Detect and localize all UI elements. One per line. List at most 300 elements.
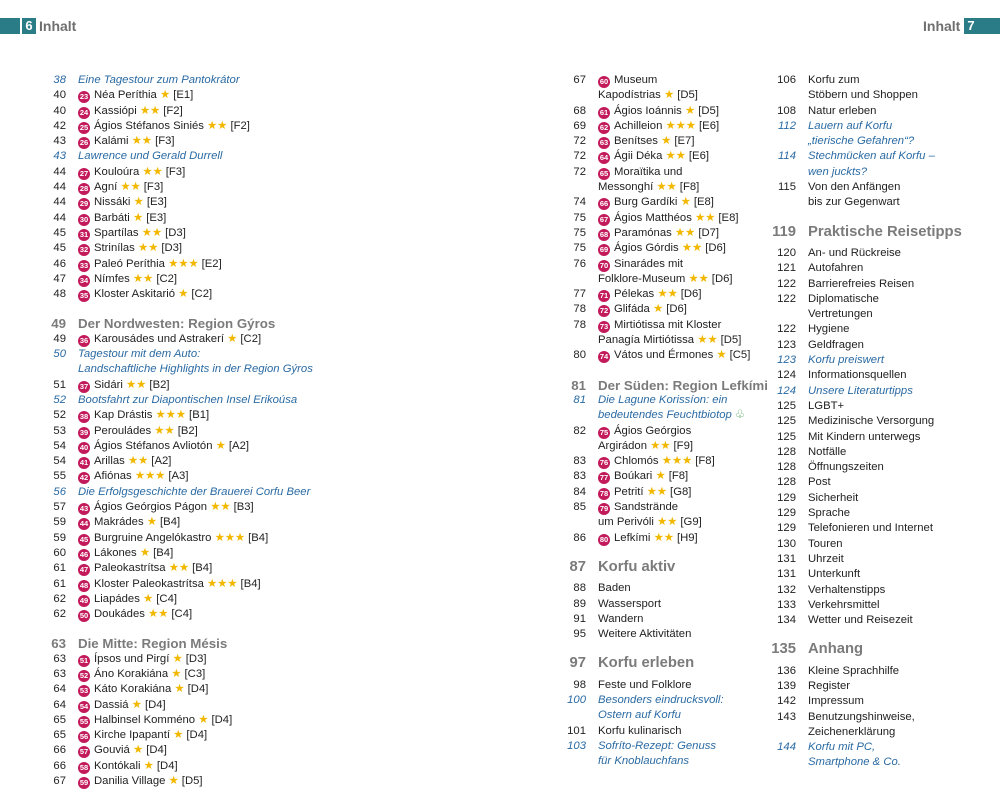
toc-title-text: Verhaltenstipps (808, 583, 886, 596)
toc-title-text: Káto Korakiána ★ [D4] (94, 683, 209, 696)
toc-entry (744, 338, 974, 353)
toc-title (796, 399, 844, 414)
toc-title (66, 393, 297, 408)
toc-entry (44, 592, 364, 607)
toc-page-number (544, 439, 586, 454)
sight-number-badge: 71 (599, 291, 609, 301)
toc-title-text: Telefonieren und Internet (808, 522, 933, 535)
toc-title-text: Impressum (808, 695, 864, 708)
toc-entry (544, 149, 754, 164)
rating-stars: ★ (198, 713, 209, 726)
toc-title (796, 338, 864, 353)
toc-title-text: Panagía Mirtiótissa ★★ [D5] (598, 334, 742, 347)
toc-entry (544, 560, 754, 575)
toc-title (586, 149, 709, 164)
rating-stars: ★ (146, 516, 157, 529)
toc-title (66, 316, 275, 331)
rating-stars: ★★ (148, 608, 169, 621)
toc-title (796, 414, 934, 429)
rating-stars: ★ (716, 349, 727, 362)
toc-page-number: 144 (777, 741, 796, 754)
toc-title (796, 725, 895, 740)
toc-page-number: 55 (53, 470, 66, 483)
rating-stars: ★ (131, 698, 142, 711)
rating-stars: ★ (132, 211, 144, 224)
toc-page-number: 65 (53, 729, 66, 742)
toc-title-text: für Knoblauchfans (598, 755, 690, 768)
rating-stars: ★★ (210, 501, 231, 514)
toc-title (586, 531, 698, 546)
toc-title-text: Benítses ★ [E7] (614, 135, 695, 148)
toc-page-number (544, 180, 586, 195)
toc-page-number: 52 (53, 393, 66, 406)
toc-title (796, 598, 880, 613)
toc-title (586, 612, 643, 627)
toc-title (796, 88, 918, 103)
toc-title-text: Korfu kulinarisch (598, 724, 682, 737)
toc-entry (744, 225, 974, 240)
toc-title (66, 362, 313, 377)
toc-title (586, 678, 692, 693)
sight-number-badge: 44 (79, 519, 89, 529)
toc-entry (44, 119, 364, 134)
toc-title-text: Sofríto-Rezept: Genuss (598, 739, 717, 752)
toc-title (586, 469, 688, 484)
toc-page-number: 64 (53, 683, 66, 696)
toc-page-number: 75 (573, 211, 586, 224)
toc-page-number (744, 307, 796, 322)
toc-page-number: 63 (51, 636, 66, 652)
sight-number-badge: 46 (79, 549, 89, 559)
toc-title-text: Der Nordwesten: Region Gýros (78, 316, 276, 332)
sight-number-badge: 33 (79, 260, 89, 270)
toc-title (586, 627, 691, 642)
toc-title (66, 149, 222, 164)
toc-title-text: Burgruine Angelókastro ★★★ [B4] (94, 531, 269, 544)
toc-page-number: 89 (573, 597, 586, 610)
toc-page-number (544, 754, 586, 769)
sight-number-badge: 55 (79, 716, 89, 726)
rating-stars: ★ (133, 196, 144, 209)
toc-entry (544, 348, 754, 363)
rating-stars: ★ (143, 759, 154, 772)
toc-entry (544, 485, 754, 500)
toc-page-number: 129 (777, 522, 796, 535)
toc-title (66, 424, 198, 439)
toc-entry (544, 724, 754, 739)
toc-title-text: Mirtiótissa mit Kloster (614, 318, 722, 331)
toc-entry (44, 698, 364, 713)
toc-title-text: Smartphone & Co. (808, 756, 901, 769)
toc-page-number: 62 (53, 608, 66, 621)
rating-stars: ★★ (132, 272, 154, 285)
sight-number-badge: 61 (599, 107, 609, 117)
toc-title-text: Der Süden: Region Lefkími (598, 377, 768, 393)
toc-title (586, 88, 698, 103)
toc-page-number: 44 (53, 196, 66, 209)
toc-page-number: 38 (53, 74, 66, 86)
toc-title-text: Geldfragen (808, 338, 864, 351)
toc-entry (744, 307, 974, 322)
toc-page-number: 130 (777, 537, 796, 550)
sight-number-badge: 65 (599, 168, 609, 178)
toc-title-text: Zeichenerklärung (808, 725, 896, 738)
toc-title-text: Autofahren (808, 262, 864, 275)
toc-entry (544, 408, 754, 423)
toc-page-number: 81 (573, 393, 586, 406)
toc-entry (544, 318, 754, 333)
rating-stars: ★★ (168, 562, 189, 575)
sight-number-badge: 70 (599, 260, 609, 270)
eco-icon: ♧ (731, 409, 746, 422)
toc-entry (44, 531, 364, 546)
toc-entry (44, 257, 364, 272)
toc-page-number: 85 (573, 501, 586, 514)
toc-entry (44, 211, 364, 226)
toc-entry (744, 88, 974, 103)
toc-entry (44, 682, 364, 697)
toc-entry (744, 322, 974, 337)
toc-page-number (744, 165, 796, 180)
toc-page-number (744, 755, 796, 770)
toc-page-number: 143 (777, 710, 796, 723)
sight-number-badge: 35 (79, 291, 89, 301)
toc-entry (44, 485, 364, 500)
toc-title-text: Ágios Górdis ★★ [D6] (614, 242, 726, 255)
toc-entry (744, 165, 974, 180)
toc-entry (44, 134, 364, 149)
toc-title (66, 469, 188, 484)
toc-title-text: Agní ★★ [F3] (94, 181, 164, 194)
toc-entry (744, 430, 974, 445)
toc-page-number (744, 725, 796, 740)
rating-stars: ★ (171, 667, 182, 680)
toc-page-number: 114 (777, 150, 796, 163)
toc-entry (44, 577, 364, 592)
toc-page-number: 115 (777, 181, 796, 194)
toc-title (66, 728, 207, 743)
toc-title-text: Ágii Déka ★★ [E6] (614, 150, 709, 163)
sight-number-badge: 31 (79, 229, 89, 239)
toc-entry (44, 104, 364, 119)
toc-title-text: Stechmücken auf Korfu – (808, 150, 935, 163)
toc-entry (544, 656, 754, 671)
toc-title (796, 679, 850, 694)
toc-entry (544, 612, 754, 627)
toc-title (586, 318, 721, 333)
toc-title-text: Öffnungszeiten (808, 461, 884, 474)
toc-title (66, 226, 186, 241)
rating-stars: ★★ (137, 242, 159, 255)
toc-title-text: Messonghí ★★ [F8] (598, 181, 700, 194)
toc-entry (544, 754, 754, 769)
toc-title-text: Paramónas ★★ [D7] (614, 226, 720, 239)
toc-entry (544, 333, 754, 348)
toc-page-number: 91 (573, 612, 586, 625)
sight-number-badge: 52 (79, 670, 89, 680)
toc-entry (44, 500, 364, 515)
toc-page-number: 44 (53, 211, 66, 224)
toc-page-number: 86 (573, 531, 586, 544)
sight-number-badge: 41 (79, 458, 89, 468)
toc-title-text: Barbáti ★ [E3] (94, 211, 167, 224)
toc-page-number: 84 (573, 485, 586, 498)
toc-entry (744, 104, 974, 119)
toc-page-number: 45 (53, 226, 66, 239)
toc-title-text: Sinarádes mit (614, 257, 684, 270)
rating-stars: ★★ (656, 181, 677, 194)
toc-title-text: Perouládes ★★ [B2] (94, 424, 198, 437)
sight-number-badge: 51 (79, 655, 89, 665)
toc-title (586, 560, 675, 575)
toc-title (796, 368, 907, 383)
sight-number-badge: 60 (599, 77, 609, 86)
toc-entry (744, 521, 974, 536)
toc-page-number: 65 (53, 713, 66, 726)
sight-number-badge: 24 (79, 107, 89, 117)
toc-title (796, 180, 900, 195)
toc-title (796, 104, 876, 119)
rating-stars: ★ (178, 288, 189, 301)
sight-number-badge: 43 (79, 504, 89, 514)
toc-title (66, 88, 193, 103)
rating-stars: ★ (139, 546, 150, 559)
toc-title (586, 485, 691, 500)
toc-title-text: Praktische Reisetipps (808, 223, 962, 240)
toc-page-number: 80 (573, 349, 586, 362)
sight-number-badge: 63 (599, 138, 609, 148)
toc-title (796, 506, 850, 521)
sight-number-badge: 30 (79, 214, 89, 224)
toc-title-text: Korfu preiswert (808, 354, 884, 367)
toc-entry (44, 546, 364, 561)
toc-title-text: Nímfes ★★ [C2] (94, 272, 178, 285)
rating-stars: ★★ (674, 226, 696, 239)
toc-page-number: 54 (53, 455, 66, 468)
toc-title-text: Sicherheit (808, 491, 859, 504)
sight-number-badge: 72 (599, 306, 609, 316)
toc-entry (744, 384, 974, 399)
toc-entry (744, 195, 974, 210)
toc-title-text: Kontókali ★ [D4] (94, 759, 178, 772)
sight-number-badge: 47 (79, 565, 89, 575)
toc-entry (544, 531, 754, 546)
toc-page-number: 128 (777, 476, 796, 489)
toc-entry (544, 469, 754, 484)
toc-entry (44, 636, 364, 651)
rating-stars: ★★ (657, 288, 678, 301)
toc-entry (544, 73, 754, 88)
toc-page-number: 124 (777, 384, 796, 397)
toc-title-text: Lákones ★ [B4] (94, 546, 174, 559)
toc-page-number (744, 195, 796, 210)
sight-number-badge: 73 (599, 321, 609, 331)
rating-stars: ★★ (653, 531, 674, 544)
toc-page-number: 88 (573, 582, 586, 595)
toc-title (586, 195, 714, 210)
toc-page-number: 119 (772, 223, 796, 240)
toc-title (66, 241, 182, 256)
toc-title-text: Baden (598, 582, 631, 595)
rating-stars: ★★ (697, 334, 718, 347)
toc-title-text: Wetter und Reisezeit (808, 614, 913, 627)
toc-title (66, 347, 200, 362)
toc-entry (44, 378, 364, 393)
toc-title-text: Ágios Stéfanos Siniés ★★ [F2] (94, 119, 250, 132)
toc-entry (44, 424, 364, 439)
header-right-bar (978, 18, 1000, 34)
toc-title (796, 149, 935, 164)
toc-title-text: Halbinsel Komméno ★ [D4] (94, 713, 233, 726)
toc-entry (544, 500, 754, 515)
toc-title-text: Lawrence und Gerald Durrell (78, 150, 223, 163)
toc-title-text: Vátos und Érmones ★ [C5] (614, 349, 751, 362)
toc-title-text: Die Lagune Korissíon: ein (598, 393, 728, 406)
toc-page-number: 129 (777, 491, 796, 504)
toc-entry (544, 454, 754, 469)
toc-page-number: 52 (53, 409, 66, 422)
toc-entry (744, 598, 974, 613)
toc-entry (44, 759, 364, 774)
toc-title-text: Kapodístrias ★ [D5] (598, 89, 698, 102)
rating-stars: ★★★ (207, 577, 238, 590)
toc-title-text: Kloster Paleokastrítsa ★★★ [B4] (94, 577, 261, 590)
toc-entry (744, 292, 974, 307)
toc-entry (544, 211, 754, 226)
sight-number-badge: 58 (79, 762, 89, 772)
toc-title (796, 134, 914, 149)
toc-page-number: 67 (53, 775, 66, 788)
toc-page-number: 134 (777, 614, 796, 627)
sight-number-badge: 26 (79, 138, 89, 148)
toc-page-number: 66 (53, 744, 66, 757)
toc-entry (744, 613, 974, 628)
toc-title-text: An- und Rückreise (808, 246, 901, 259)
toc-entry (744, 460, 974, 475)
sight-number-badge: 75 (599, 427, 609, 437)
toc-title-text: Achilleion ★★★ [E6] (614, 119, 720, 132)
sight-number-badge: 79 (599, 504, 609, 514)
toc-page-number: 97 (569, 655, 586, 672)
toc-title-text: Kleine Sprachhilfe (808, 664, 900, 677)
toc-title (66, 408, 209, 423)
toc-entry (744, 353, 974, 368)
rating-stars: ★ (661, 135, 672, 148)
toc-title (586, 226, 719, 241)
toc-title (66, 531, 268, 546)
toc-title (586, 393, 727, 408)
sight-number-badge: 49 (79, 595, 89, 605)
toc-title (586, 597, 661, 612)
rating-stars: ★★★ (134, 470, 166, 483)
rating-stars: ★★ (120, 181, 141, 194)
toc-title (586, 302, 687, 317)
toc-title-text: Afiónas ★★★ [A3] (94, 470, 189, 483)
toc-entry (44, 713, 364, 728)
toc-title-text: Danilia Village ★ [D5] (94, 775, 203, 788)
rating-stars: ★★ (695, 211, 716, 224)
sight-number-badge: 56 (79, 732, 89, 742)
toc-title (586, 500, 678, 515)
toc-entry (44, 149, 364, 164)
rating-stars: ★ (652, 303, 664, 316)
toc-page-number: 128 (777, 445, 796, 458)
toc-page-number: 56 (53, 485, 66, 498)
toc-entry (744, 368, 974, 383)
toc-entry (44, 180, 364, 195)
toc-title (66, 743, 167, 758)
toc-title (796, 307, 873, 322)
toc-page-number: 101 (567, 724, 586, 737)
toc-title-text: Diplomatische (808, 292, 879, 305)
toc-title (66, 73, 240, 88)
toc-title-text: Ostern auf Korfu (598, 709, 681, 722)
rating-stars: ★ (172, 652, 183, 665)
toc-title-text: Strinílas ★★ [D3] (94, 242, 183, 255)
sight-number-badge: 67 (599, 214, 609, 224)
toc-page-number (544, 408, 586, 423)
toc-title-text: um Perivóli ★★ [G9] (598, 516, 702, 529)
toc-title-text: Hygiene (808, 323, 850, 336)
toc-page-number: 50 (53, 348, 66, 361)
page-number-left: 6 (22, 18, 36, 34)
toc-title (796, 384, 913, 399)
toc-page-number (744, 88, 796, 103)
toc-entry (544, 134, 754, 149)
toc-page-number: 62 (53, 592, 66, 605)
toc-title (796, 521, 933, 536)
toc-title-text: Museum (614, 74, 658, 86)
toc-title-text: bis zur Gegenwart (808, 196, 900, 209)
toc-entry (744, 134, 974, 149)
toc-page-number: 57 (53, 501, 66, 514)
toc-entry (544, 439, 754, 454)
toc-title-text: Burg Gardíki ★ [E8] (614, 196, 714, 209)
toc-entry (544, 739, 754, 754)
toc-entry (44, 73, 364, 88)
toc-entry (744, 149, 974, 164)
sight-number-badge: 25 (79, 122, 89, 132)
toc-title (586, 754, 689, 769)
toc-page-number: 49 (51, 316, 66, 332)
toc-title-text: Kirche Ipapantí ★ [D4] (94, 729, 208, 742)
toc-entry (44, 165, 364, 180)
toc-entry (544, 678, 754, 693)
toc-page-number: 64 (53, 698, 66, 711)
sight-number-badge: 27 (79, 168, 89, 178)
toc-page-number: 136 (777, 664, 796, 677)
toc-page-number: 75 (573, 242, 586, 255)
toc-page-number: 40 (53, 89, 66, 102)
toc-title (586, 287, 701, 302)
toc-title (796, 755, 901, 770)
toc-page-number: 69 (573, 119, 586, 132)
toc-title (66, 104, 183, 119)
toc-title (586, 408, 745, 423)
toc-title (586, 119, 719, 134)
toc-page-number: 59 (53, 531, 66, 544)
toc-entry (744, 694, 974, 709)
toc-entry (744, 445, 974, 460)
toc-title (796, 119, 892, 134)
toc-title (586, 211, 739, 226)
sight-number-badge: 50 (79, 611, 89, 621)
toc-entry (544, 104, 754, 119)
rating-stars: ★★ (127, 455, 149, 468)
toc-page-number: 122 (777, 323, 796, 336)
toc-page-number: 54 (53, 439, 66, 452)
sight-number-badge: 32 (79, 245, 89, 255)
